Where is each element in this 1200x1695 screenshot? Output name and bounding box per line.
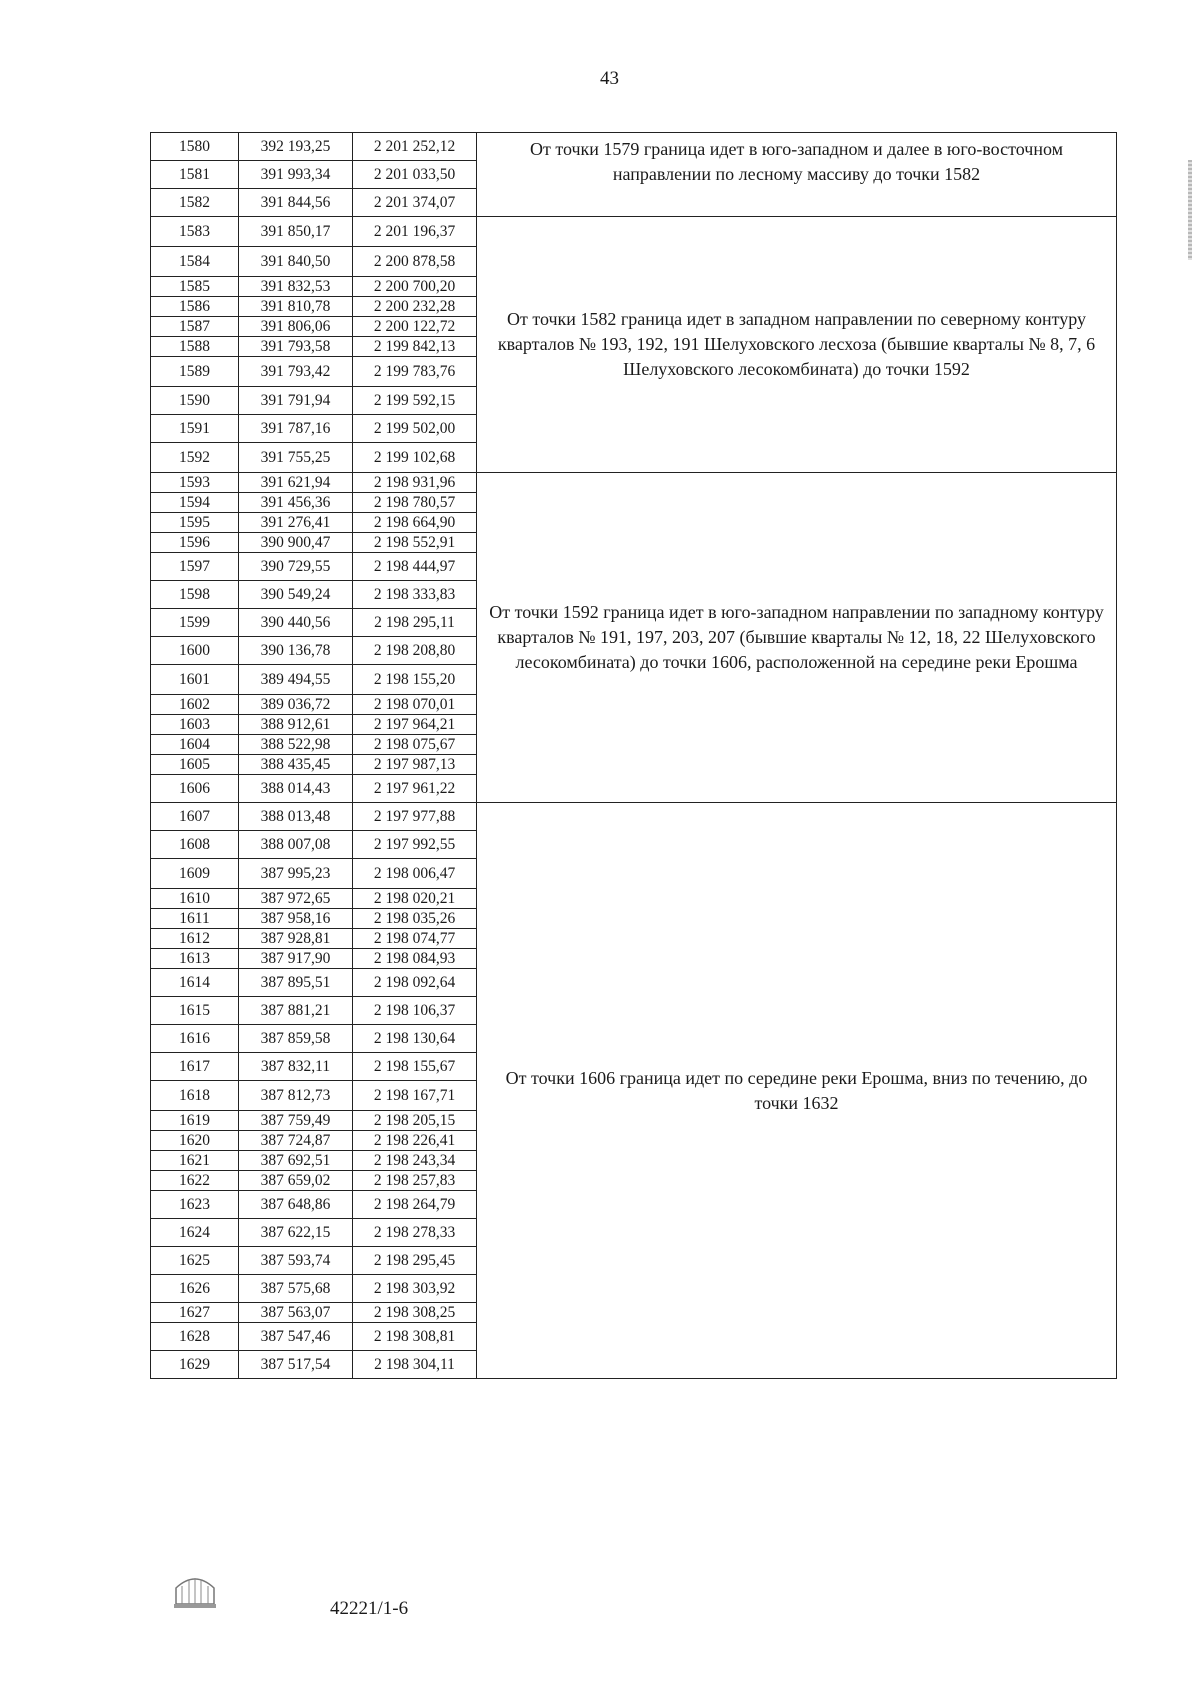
x-coordinate-cell: 388 522,98	[239, 735, 353, 755]
x-coordinate-cell: 390 440,56	[239, 609, 353, 637]
y-coordinate-cell: 2 197 987,13	[353, 755, 477, 775]
y-coordinate-cell: 2 198 308,81	[353, 1323, 477, 1351]
y-coordinate-cell: 2 200 232,28	[353, 297, 477, 317]
x-coordinate-cell: 387 859,58	[239, 1025, 353, 1053]
x-coordinate-cell: 387 724,87	[239, 1131, 353, 1151]
y-coordinate-cell: 2 198 264,79	[353, 1191, 477, 1219]
point-number-cell: 1604	[151, 735, 239, 755]
y-coordinate-cell: 2 199 783,76	[353, 357, 477, 387]
point-number-cell: 1601	[151, 665, 239, 695]
x-coordinate-cell: 391 793,42	[239, 357, 353, 387]
x-coordinate-cell: 387 881,21	[239, 997, 353, 1025]
y-coordinate-cell: 2 198 070,01	[353, 695, 477, 715]
boundary-description-cell: От точки 1582 граница идет в западном направлении по северному контуру кварталов № 193, 192, 191 Шелуховского лесхоза (бывшие кварталы № 8, 7, 6 Шелуховского лесокомбината) до точки 1592	[477, 217, 1117, 473]
point-number-cell: 1581	[151, 161, 239, 189]
x-coordinate-cell: 387 958,16	[239, 909, 353, 929]
x-coordinate-cell: 387 648,86	[239, 1191, 353, 1219]
table-row	[151, 803, 1117, 831]
y-coordinate-cell: 2 200 878,58	[353, 247, 477, 277]
point-number-cell: 1625	[151, 1247, 239, 1275]
x-coordinate-cell: 387 995,23	[239, 859, 353, 889]
point-number-cell: 1614	[151, 969, 239, 997]
x-coordinate-cell: 391 840,50	[239, 247, 353, 277]
x-coordinate-cell: 387 593,74	[239, 1247, 353, 1275]
y-coordinate-cell: 2 198 295,45	[353, 1247, 477, 1275]
x-coordinate-cell: 387 575,68	[239, 1275, 353, 1303]
boundary-description-cell: От точки 1579 граница идет в юго-западном и далее в юго-восточном направлении по лесному массиву до точки 1582	[477, 133, 1117, 217]
point-number-cell: 1599	[151, 609, 239, 637]
point-number-cell: 1588	[151, 337, 239, 357]
y-coordinate-cell: 2 201 374,07	[353, 189, 477, 217]
point-number-cell: 1618	[151, 1081, 239, 1111]
x-coordinate-cell: 387 917,90	[239, 949, 353, 969]
x-coordinate-cell: 388 014,43	[239, 775, 353, 803]
point-number-cell: 1585	[151, 277, 239, 297]
x-coordinate-cell: 387 928,81	[239, 929, 353, 949]
x-coordinate-cell: 389 036,72	[239, 695, 353, 715]
y-coordinate-cell: 2 198 020,21	[353, 889, 477, 909]
point-number-cell: 1616	[151, 1025, 239, 1053]
point-number-cell: 1613	[151, 949, 239, 969]
point-number-cell: 1587	[151, 317, 239, 337]
scan-edge-artifact	[1188, 160, 1192, 260]
y-coordinate-cell: 2 201 033,50	[353, 161, 477, 189]
y-coordinate-cell: 2 198 074,77	[353, 929, 477, 949]
y-coordinate-cell: 2 198 278,33	[353, 1219, 477, 1247]
y-coordinate-cell: 2 198 205,15	[353, 1111, 477, 1131]
y-coordinate-cell: 2 198 084,93	[353, 949, 477, 969]
x-coordinate-cell: 388 435,45	[239, 755, 353, 775]
point-number-cell: 1596	[151, 533, 239, 553]
y-coordinate-cell: 2 199 592,15	[353, 387, 477, 415]
y-coordinate-cell: 2 198 208,80	[353, 637, 477, 665]
point-number-cell: 1603	[151, 715, 239, 735]
x-coordinate-cell: 388 013,48	[239, 803, 353, 831]
x-coordinate-cell: 387 972,65	[239, 889, 353, 909]
point-number-cell: 1619	[151, 1111, 239, 1131]
boundary-description-cell: От точки 1606 граница идет по середине реки Ерошма, вниз по течению, до точки 1632	[477, 803, 1117, 1379]
point-number-cell: 1584	[151, 247, 239, 277]
x-coordinate-cell: 391 844,56	[239, 189, 353, 217]
y-coordinate-cell: 2 198 226,41	[353, 1131, 477, 1151]
point-number-cell: 1612	[151, 929, 239, 949]
point-number-cell: 1606	[151, 775, 239, 803]
point-number-cell: 1615	[151, 997, 239, 1025]
y-coordinate-cell: 2 198 664,90	[353, 513, 477, 533]
y-coordinate-cell: 2 198 257,83	[353, 1171, 477, 1191]
table-row	[151, 133, 1117, 161]
page-number: 43	[600, 68, 619, 89]
y-coordinate-cell: 2 201 252,12	[353, 133, 477, 161]
y-coordinate-cell: 2 198 006,47	[353, 859, 477, 889]
x-coordinate-cell: 388 007,08	[239, 831, 353, 859]
x-coordinate-cell: 387 622,15	[239, 1219, 353, 1247]
x-coordinate-cell: 390 729,55	[239, 553, 353, 581]
y-coordinate-cell: 2 198 130,64	[353, 1025, 477, 1053]
x-coordinate-cell: 390 549,24	[239, 581, 353, 609]
x-coordinate-cell: 387 517,54	[239, 1351, 353, 1379]
point-number-cell: 1627	[151, 1303, 239, 1323]
point-number-cell: 1628	[151, 1323, 239, 1351]
point-number-cell: 1610	[151, 889, 239, 909]
point-number-cell: 1582	[151, 189, 239, 217]
x-coordinate-cell: 387 659,02	[239, 1171, 353, 1191]
point-number-cell: 1580	[151, 133, 239, 161]
y-coordinate-cell: 2 200 122,72	[353, 317, 477, 337]
point-number-cell: 1586	[151, 297, 239, 317]
y-coordinate-cell: 2 198 303,92	[353, 1275, 477, 1303]
y-coordinate-cell: 2 197 964,21	[353, 715, 477, 735]
x-coordinate-cell: 391 832,53	[239, 277, 353, 297]
x-coordinate-cell: 387 812,73	[239, 1081, 353, 1111]
table-row	[151, 217, 1117, 247]
point-number-cell: 1629	[151, 1351, 239, 1379]
y-coordinate-cell: 2 199 102,68	[353, 443, 477, 473]
point-number-cell: 1617	[151, 1053, 239, 1081]
x-coordinate-cell: 391 810,78	[239, 297, 353, 317]
coordinates-table	[150, 132, 1117, 1379]
stamp-emblem	[170, 1560, 220, 1610]
x-coordinate-cell: 391 755,25	[239, 443, 353, 473]
point-number-cell: 1623	[151, 1191, 239, 1219]
y-coordinate-cell: 2 198 167,71	[353, 1081, 477, 1111]
boundary-description-cell: От точки 1592 граница идет в юго-западном направлении по западному контуру кварталов № 191, 197, 203, 207 (бывшие кварталы № 12, 18, 22 Шелуховского лесокомбината) до точки 1606, расположенной на середине реки Ерошма	[477, 473, 1117, 803]
point-number-cell: 1622	[151, 1171, 239, 1191]
point-number-cell: 1593	[151, 473, 239, 493]
point-number-cell: 1594	[151, 493, 239, 513]
point-number-cell: 1591	[151, 415, 239, 443]
y-coordinate-cell: 2 199 502,00	[353, 415, 477, 443]
y-coordinate-cell: 2 198 552,91	[353, 533, 477, 553]
y-coordinate-cell: 2 199 842,13	[353, 337, 477, 357]
x-coordinate-cell: 387 692,51	[239, 1151, 353, 1171]
y-coordinate-cell: 2 198 304,11	[353, 1351, 477, 1379]
point-number-cell: 1609	[151, 859, 239, 889]
y-coordinate-cell: 2 198 075,67	[353, 735, 477, 755]
x-coordinate-cell: 391 456,36	[239, 493, 353, 513]
x-coordinate-cell: 387 895,51	[239, 969, 353, 997]
y-coordinate-cell: 2 198 333,83	[353, 581, 477, 609]
point-number-cell: 1600	[151, 637, 239, 665]
y-coordinate-cell: 2 198 155,67	[353, 1053, 477, 1081]
point-number-cell: 1589	[151, 357, 239, 387]
y-coordinate-cell: 2 200 700,20	[353, 277, 477, 297]
y-coordinate-cell: 2 197 977,88	[353, 803, 477, 831]
x-coordinate-cell: 391 787,16	[239, 415, 353, 443]
x-coordinate-cell: 387 759,49	[239, 1111, 353, 1131]
y-coordinate-cell: 2 198 308,25	[353, 1303, 477, 1323]
point-number-cell: 1626	[151, 1275, 239, 1303]
x-coordinate-cell: 391 993,34	[239, 161, 353, 189]
x-coordinate-cell: 390 900,47	[239, 533, 353, 553]
point-number-cell: 1611	[151, 909, 239, 929]
x-coordinate-cell: 391 806,06	[239, 317, 353, 337]
point-number-cell: 1595	[151, 513, 239, 533]
document-code: 42221/1-6	[330, 1598, 409, 1619]
y-coordinate-cell: 2 198 243,34	[353, 1151, 477, 1171]
point-number-cell: 1597	[151, 553, 239, 581]
point-number-cell: 1592	[151, 443, 239, 473]
x-coordinate-cell: 391 276,41	[239, 513, 353, 533]
point-number-cell: 1598	[151, 581, 239, 609]
x-coordinate-cell: 387 563,07	[239, 1303, 353, 1323]
table-row	[151, 473, 1117, 493]
x-coordinate-cell: 391 793,58	[239, 337, 353, 357]
y-coordinate-cell: 2 197 992,55	[353, 831, 477, 859]
point-number-cell: 1624	[151, 1219, 239, 1247]
y-coordinate-cell: 2 198 035,26	[353, 909, 477, 929]
y-coordinate-cell: 2 198 780,57	[353, 493, 477, 513]
point-number-cell: 1583	[151, 217, 239, 247]
point-number-cell: 1621	[151, 1151, 239, 1171]
y-coordinate-cell: 2 198 931,96	[353, 473, 477, 493]
x-coordinate-cell: 391 621,94	[239, 473, 353, 493]
x-coordinate-cell: 387 832,11	[239, 1053, 353, 1081]
y-coordinate-cell: 2 198 295,11	[353, 609, 477, 637]
y-coordinate-cell: 2 201 196,37	[353, 217, 477, 247]
y-coordinate-cell: 2 198 092,64	[353, 969, 477, 997]
point-number-cell: 1602	[151, 695, 239, 715]
x-coordinate-cell: 391 791,94	[239, 387, 353, 415]
x-coordinate-cell: 387 547,46	[239, 1323, 353, 1351]
point-number-cell: 1590	[151, 387, 239, 415]
y-coordinate-cell: 2 198 444,97	[353, 553, 477, 581]
x-coordinate-cell: 390 136,78	[239, 637, 353, 665]
x-coordinate-cell: 391 850,17	[239, 217, 353, 247]
x-coordinate-cell: 389 494,55	[239, 665, 353, 695]
point-number-cell: 1605	[151, 755, 239, 775]
x-coordinate-cell: 392 193,25	[239, 133, 353, 161]
point-number-cell: 1608	[151, 831, 239, 859]
y-coordinate-cell: 2 198 106,37	[353, 997, 477, 1025]
x-coordinate-cell: 388 912,61	[239, 715, 353, 735]
point-number-cell: 1620	[151, 1131, 239, 1151]
y-coordinate-cell: 2 198 155,20	[353, 665, 477, 695]
y-coordinate-cell: 2 197 961,22	[353, 775, 477, 803]
point-number-cell: 1607	[151, 803, 239, 831]
